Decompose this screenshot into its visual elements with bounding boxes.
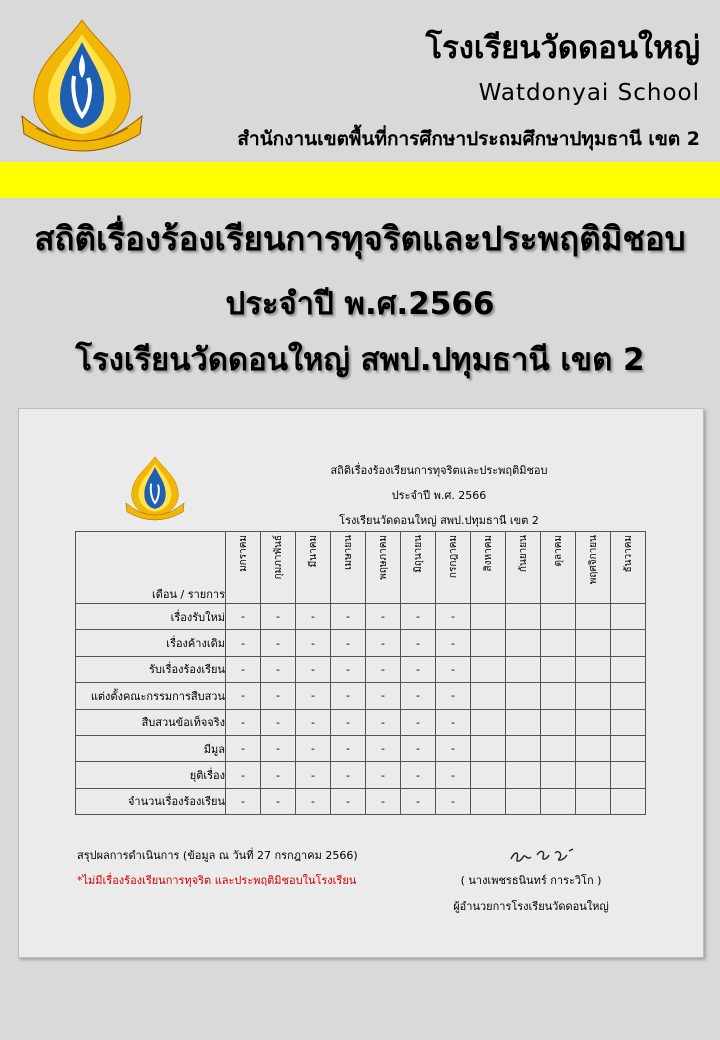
document-title: สถิติเรื่องร้องเรียนการทุจริตและประพฤติมิชอบ [330, 464, 548, 477]
table-cell [576, 683, 611, 709]
signature-icon [507, 845, 577, 869]
table-cell: - [226, 630, 261, 656]
table-row [76, 735, 646, 761]
table-cell [471, 788, 506, 814]
table-cell: - [366, 762, 401, 788]
table-cell: - [331, 683, 366, 709]
table-cell: - [226, 762, 261, 788]
table-header-row [76, 532, 646, 604]
table-cell: - [261, 683, 296, 709]
month-header: กันยายน [506, 532, 541, 604]
table-cell: - [366, 656, 401, 682]
school-name-en: Watdonyai School [478, 80, 700, 106]
table-cell: - [226, 604, 261, 630]
month-header: ตุลาคม [541, 532, 576, 604]
table-cell [611, 656, 646, 682]
table-row [76, 762, 646, 788]
page-header [0, 0, 720, 162]
table-cell: - [261, 735, 296, 761]
table-cell: - [366, 683, 401, 709]
table-cell [576, 762, 611, 788]
table-cell: - [296, 709, 331, 735]
table-cell [506, 683, 541, 709]
table-cell: - [296, 604, 331, 630]
table-cell: - [401, 683, 436, 709]
table-cell [541, 683, 576, 709]
education-office: สำนักงานเขตพื้นที่การศึกษาประถมศึกษาปทุมธานี เขต 2 [237, 128, 700, 150]
summary-text: สรุปผลการดำเนินการ (ข้อมูล ณ วันที่ 27 กรกฎาคม 2566) [77, 849, 358, 862]
table-cell: - [366, 604, 401, 630]
table-cell: - [436, 788, 471, 814]
page-title: สถิติเรื่องร้องเรียนการทุจริตและประพฤติมิชอบ [34, 219, 686, 258]
table-cell: - [366, 735, 401, 761]
table-cell: - [331, 735, 366, 761]
row-label: รับเรื่องร้องเรียน [76, 656, 226, 682]
table-cell: - [331, 709, 366, 735]
month-header: พฤศจิกายน [576, 532, 611, 604]
table-row [76, 604, 646, 630]
table-cell [506, 735, 541, 761]
table-cell [506, 604, 541, 630]
table-cell: - [331, 656, 366, 682]
table-cell: - [261, 788, 296, 814]
table-cell [576, 788, 611, 814]
table-body [76, 604, 646, 815]
month-header: เมษายน [331, 532, 366, 604]
table-cell: - [401, 735, 436, 761]
table-cell [611, 709, 646, 735]
row-label: เรื่องรับใหม่ [76, 604, 226, 630]
table-cell: - [331, 788, 366, 814]
table-corner-label: เดือน / รายการ [76, 532, 226, 604]
table-cell [506, 656, 541, 682]
table-cell: - [261, 630, 296, 656]
table-cell: - [401, 788, 436, 814]
signer-name: ( นางเพชรธนินทร์ การะวิโก ) [460, 874, 602, 887]
table-cell [576, 709, 611, 735]
table-cell: - [401, 630, 436, 656]
table-cell: - [226, 788, 261, 814]
signer-position: ผู้อำนวยการโรงเรียนวัดดอนใหญ่ [453, 900, 609, 913]
table-cell: - [331, 762, 366, 788]
month-header: มิถุนายน [401, 532, 436, 604]
table-cell [541, 709, 576, 735]
table-cell [576, 604, 611, 630]
table-row [76, 683, 646, 709]
table-cell [541, 604, 576, 630]
month-header: มีนาคม [296, 532, 331, 604]
table-cell [506, 709, 541, 735]
table-cell: - [401, 656, 436, 682]
table-cell [541, 656, 576, 682]
complaint-statistics-table [75, 531, 646, 815]
table-cell: - [226, 656, 261, 682]
table-cell [471, 683, 506, 709]
table-cell [611, 788, 646, 814]
table-cell [506, 762, 541, 788]
month-header: กรกฎาคม [436, 532, 471, 604]
table-cell: - [296, 656, 331, 682]
school-logo-small-icon [123, 453, 187, 523]
yellow-band [0, 162, 720, 198]
table-cell: - [436, 656, 471, 682]
table-cell [541, 630, 576, 656]
month-header: มกราคม [226, 532, 261, 604]
month-header: พฤษภาคม [366, 532, 401, 604]
table-cell [471, 604, 506, 630]
row-label: เรื่องค้างเดิม [76, 630, 226, 656]
table-cell [611, 630, 646, 656]
table-cell [541, 762, 576, 788]
table-cell: - [261, 709, 296, 735]
table-cell: - [436, 709, 471, 735]
table-cell: - [436, 683, 471, 709]
table-cell: - [261, 604, 296, 630]
page-subtitle-year: ประจำปี พ.ศ.2566 [225, 286, 495, 322]
table-cell: - [436, 630, 471, 656]
table-cell: - [226, 735, 261, 761]
month-header: สิงหาคม [471, 532, 506, 604]
month-header: กุมภาพันธ์ [261, 532, 296, 604]
table-row [76, 630, 646, 656]
table-row [76, 656, 646, 682]
table-cell: - [401, 709, 436, 735]
table-cell [541, 788, 576, 814]
table-cell: - [331, 630, 366, 656]
table-cell [471, 762, 506, 788]
table-cell [576, 630, 611, 656]
row-label: จำนวนเรื่องร้องเรียน [76, 788, 226, 814]
school-logo-icon [16, 16, 148, 154]
row-label: สืบสวนข้อเท็จจริง [76, 709, 226, 735]
table-cell: - [366, 788, 401, 814]
table-cell: - [296, 630, 331, 656]
table-cell [541, 735, 576, 761]
table-cell: - [401, 604, 436, 630]
page-subtitle-school: โรงเรียนวัดดอนใหญ่ สพป.ปทุมธานี เขต 2 [75, 342, 645, 378]
document-school: โรงเรียนวัดดอนใหญ่ สพป.ปทุมธานี เขต 2 [339, 514, 539, 527]
table-cell: - [401, 762, 436, 788]
table-cell: - [226, 709, 261, 735]
table-cell [611, 683, 646, 709]
table-cell [611, 762, 646, 788]
month-header: ธันวาคม [611, 532, 646, 604]
table-cell: - [261, 762, 296, 788]
table-cell [576, 656, 611, 682]
table-cell: - [296, 788, 331, 814]
row-label: แต่งตั้งคณะกรรมการสืบสวน [76, 683, 226, 709]
school-name-th: โรงเรียนวัดดอนใหญ่ [425, 30, 700, 66]
table-cell [471, 630, 506, 656]
table-cell [471, 709, 506, 735]
table-cell [471, 735, 506, 761]
table-cell: - [366, 709, 401, 735]
table-cell [506, 788, 541, 814]
table-cell: - [226, 683, 261, 709]
table-cell [471, 656, 506, 682]
statistics-document [18, 408, 704, 958]
table-cell: - [331, 604, 366, 630]
table-cell [576, 735, 611, 761]
table-cell [611, 735, 646, 761]
no-complaints-note: *ไม่มีเรื่องร้องเรียนการทุจริต และประพฤติมิชอบในโรงเรียน [77, 874, 357, 887]
document-year: ประจำปี พ.ศ. 2566 [391, 489, 487, 502]
table-cell: - [436, 762, 471, 788]
table-cell: - [261, 656, 296, 682]
row-label: มีมูล [76, 735, 226, 761]
table-row [76, 788, 646, 814]
table-cell: - [296, 762, 331, 788]
row-label: ยุติเรื่อง [76, 762, 226, 788]
table-cell: - [296, 735, 331, 761]
table-cell: - [366, 630, 401, 656]
table-cell: - [436, 604, 471, 630]
table-cell [611, 604, 646, 630]
table-cell: - [436, 735, 471, 761]
table-row [76, 709, 646, 735]
table-cell: - [296, 683, 331, 709]
table-cell [506, 630, 541, 656]
